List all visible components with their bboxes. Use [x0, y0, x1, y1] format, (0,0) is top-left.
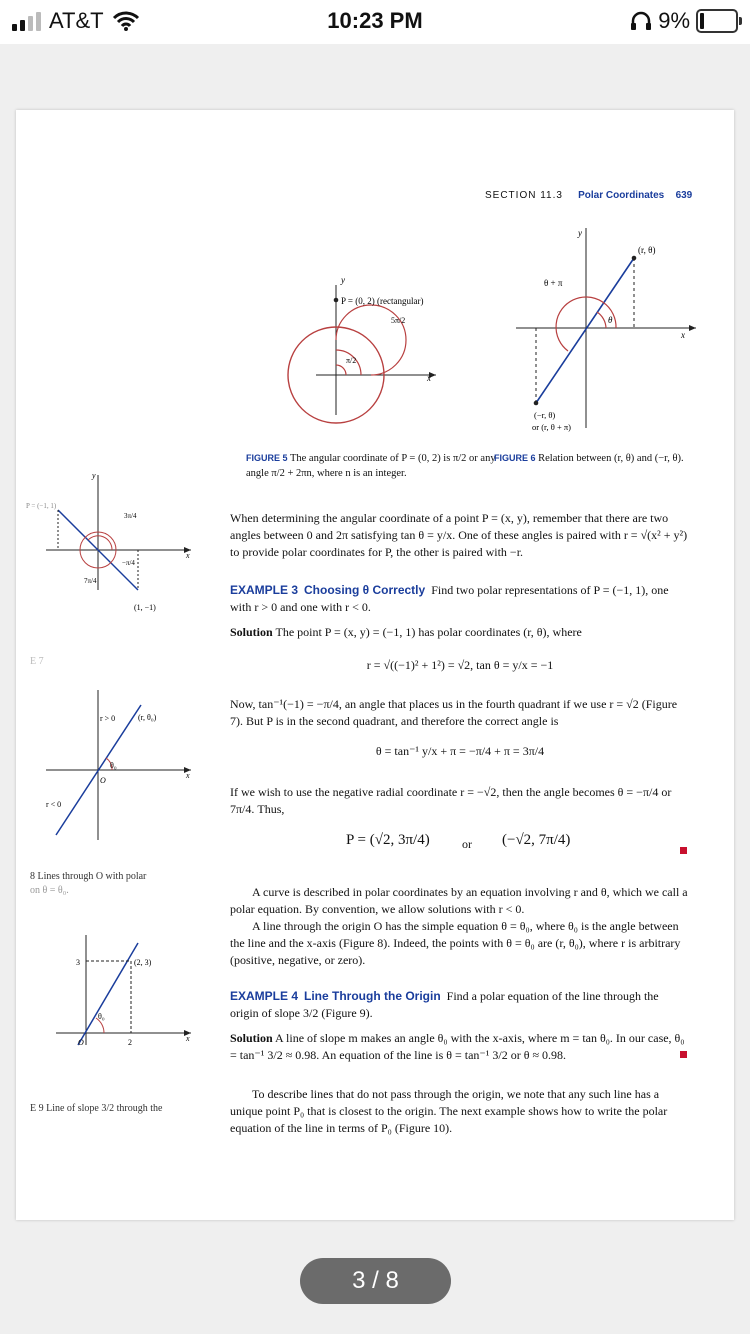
paragraph-fourth-quadrant: Now, tan⁻¹(−1) = −π/4, an angle that places us in the fourth quadrant if we use r = √2 (Figure 7). But P is in the second quadrant, and therefore the correct angle is — [230, 697, 678, 728]
page-indicator[interactable]: 3 / 8 — [300, 1258, 451, 1304]
fig6-angle-label: θ + π — [544, 278, 563, 288]
side8-caption-line2: on θ = θ₀. — [30, 885, 69, 896]
side7-angle-neg: −π/4 — [122, 559, 135, 567]
end-of-example4-marker — [680, 1051, 687, 1058]
side7-caption: E 7 — [30, 656, 44, 667]
equation-r-tan: r = √((−1)² + 1²) = √2, tan θ = y/x = −1 — [366, 658, 554, 672]
side9-x-tick: 2 — [128, 1038, 132, 1047]
fig6-theta: θ — [608, 315, 613, 325]
example4-solution — [230, 1030, 690, 1064]
example3-body: Find two polar representations of P = (−1, 1), one with r > 0 and one with r < 0. — [230, 583, 669, 614]
status-right — [630, 8, 738, 34]
running-header — [485, 190, 692, 201]
side8-theta0: θ₀ — [110, 761, 117, 770]
example3-solution-text: The point P = (x, y) = (−1, 1) has polar coordinates (r, θ), where — [275, 625, 582, 639]
figure6-caption-label: FIGURE 6 — [494, 453, 536, 463]
side9-point: (2, 3) — [134, 958, 152, 967]
fig6-point2b: or (r, θ + π) — [532, 422, 572, 432]
svg-text:x: x — [186, 771, 190, 780]
headphones-icon — [630, 11, 652, 31]
example3-label: EXAMPLE 3 — [230, 583, 299, 597]
page-number: 639 — [675, 190, 693, 201]
side8-r-neg: r < 0 — [46, 800, 62, 809]
side8-point: (r, θ₀) — [138, 713, 157, 722]
example3-heading — [230, 582, 690, 616]
svg-text:x: x — [427, 373, 431, 383]
svg-text:x: x — [681, 330, 685, 340]
side9-theta0: θ₀ — [98, 1012, 105, 1021]
fig5-angle-inner: π/2 — [346, 356, 357, 365]
svg-text:x: x — [186, 1034, 190, 1043]
figure5-caption — [246, 451, 496, 481]
status-bar — [0, 0, 750, 44]
paragraph-negative-radial: If we wish to use the negative radial coordinate r = −√2, then the angle becomes θ = −π/4 or 7π/4. Thus, — [230, 785, 672, 816]
example4-solution-text: A line of slope m makes an angle θ₀ with the x-axis, where m = tan θ₀. In our case, θ₀ = tan⁻¹ 3/2 ≈ 0.98. An equation of the line is θ = tan⁻¹ 3/2 or θ ≈ 0.98. — [230, 1031, 685, 1062]
figure6-diagram — [496, 228, 706, 438]
equation-p-a: P = (√2, 3π/4) — [346, 832, 430, 848]
figure5-caption-text: The angular coordinate of P = (0, 2) is π/2 or any angle π/2 + 2πn, where n is an integer. — [246, 453, 496, 479]
figure5-diagram — [266, 265, 466, 430]
side7-point-bottom: (1, −1) — [134, 603, 156, 612]
side9-origin: O — [78, 1038, 84, 1047]
figure6-caption-text: Relation between (r, θ) and (−r, θ). — [538, 453, 684, 464]
carrier-label: AT&T — [49, 8, 104, 33]
side7-angle-7pi4: 7π/4 — [84, 577, 97, 585]
section-title: Polar Coordinates — [578, 190, 665, 201]
side9-caption: E 9 Line of slope 3/2 through the — [30, 1103, 163, 1114]
equation-or: or — [462, 837, 472, 851]
fig6-point2a: (−r, θ) — [534, 410, 556, 420]
figure5-caption-label: FIGURE 5 — [246, 453, 288, 463]
fig6-point1: (r, θ) — [638, 245, 656, 255]
battery-percent: 9% — [658, 8, 690, 33]
section-number: SECTION 11.3 — [485, 190, 563, 201]
side8-caption-line1: 8 Lines through O with polar — [30, 871, 147, 882]
example4-label: EXAMPLE 4 — [230, 989, 299, 1003]
side7-angle-3pi4: 3π/4 — [124, 512, 137, 520]
svg-text:y: y — [92, 471, 96, 480]
paragraph-line-through-origin: A line through the origin O has the simple equation θ = θ₀, where θ₀ is the angle between the line and the x-axis (Figure 8). Indeed, the points with θ = θ₀ are (r, θ₀), where r is arbitrary (positive, negative, or zero). — [230, 919, 681, 967]
example4-solution-label: Solution — [230, 1031, 273, 1045]
fig5-point-label: P = (0, 2) (rectangular) — [341, 296, 424, 306]
example3-title: Choosing θ Correctly — [304, 583, 426, 597]
example4-title: Line Through the Origin — [304, 989, 441, 1003]
end-of-example-marker — [680, 847, 687, 854]
side8-r-pos: r > 0 — [100, 714, 116, 723]
paragraph-angular-coordinate: When determining the angular coordinate of a point P = (x, y), remember that there are two angles between 0 and 2π satisfying tan θ = y/x. One of these angles is paired with r = √(x² + y²) to provide polar coordinates for P, the other is paired with −r. — [230, 511, 688, 559]
clock: 10:23 PM — [327, 8, 423, 33]
side8-origin: O — [100, 776, 106, 785]
side7-point-top: P = (−1, 1) — [26, 502, 57, 510]
equation-p-b: (−√2, 7π/4) — [502, 832, 571, 848]
side9-y-tick: 3 — [76, 958, 80, 967]
side8-caption — [30, 870, 200, 898]
example3-solution-label: Solution — [230, 625, 273, 639]
svg-text:y: y — [341, 275, 345, 285]
document-page[interactable] — [16, 110, 734, 1220]
side-figure8 — [26, 685, 196, 845]
equation-theta: θ = tan⁻¹ y/x + π = −π/4 + π = 3π/4 — [375, 744, 545, 758]
svg-text:y: y — [578, 228, 582, 238]
paragraph-polar-equation: A curve is described in polar coordinates by an equation involving r and θ, which we call a polar equation. By convention, we allow solutions with r < 0. — [230, 885, 688, 916]
paragraph-lines-not-through-origin: To describe lines that do not pass through the origin, we note that any such line has a unique point P₀ that is closest to the origin. The next example shows how to write the polar equation of the line in terms of P₀ (Figure 10). — [230, 1087, 668, 1135]
side-figure7 — [26, 470, 196, 620]
example4-heading — [230, 988, 690, 1022]
fig5-angle-outer: 5π/2 — [391, 316, 406, 325]
svg-text:x: x — [186, 551, 190, 560]
side-figure9 — [26, 925, 196, 1075]
example3-solution — [230, 624, 690, 641]
figure6-caption — [494, 451, 684, 466]
example4-body: Find a polar equation of the line through the origin of slope 3/2 (Figure 9). — [230, 989, 659, 1020]
battery-icon — [696, 9, 738, 33]
